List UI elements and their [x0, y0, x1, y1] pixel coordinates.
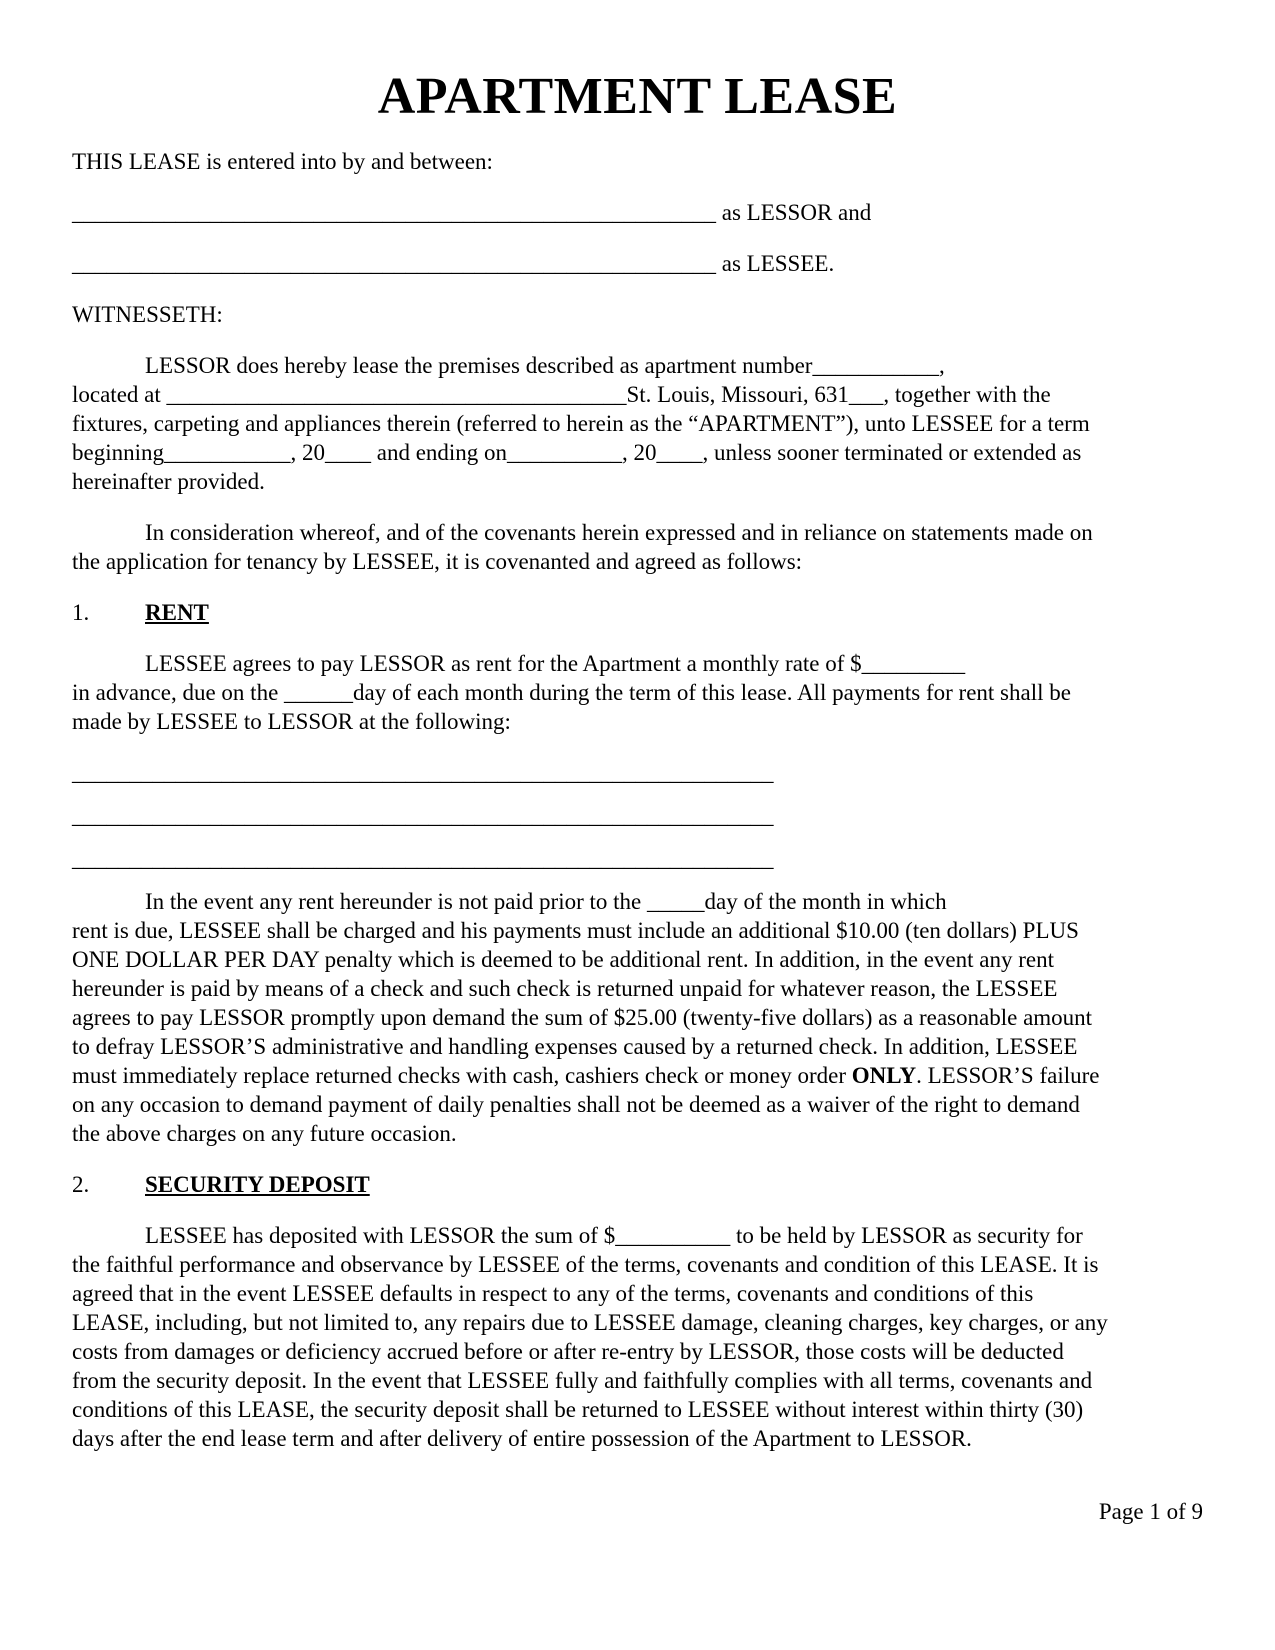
- text-line: from the security deposit. In the event that LESSEE fully and faithfully complies with all terms, covenants and: [72, 1368, 1093, 1393]
- late-fees-paragraph: [72, 887, 1203, 1148]
- lessee-label: as LESSEE.: [716, 251, 835, 276]
- document-title: APARTMENT LEASE: [377, 68, 898, 125]
- witnesseth-heading: WITNESSETH:: [72, 302, 223, 327]
- text-line: days after the end lease term and after delivery of entire possession of the Apartment to LESSOR.: [72, 1426, 972, 1451]
- lessor-name-blank: ________________________________________________________: [72, 200, 716, 225]
- text-line: on any occasion to demand payment of daily penalties shall not be deemed as a waiver of the right to demand: [72, 1092, 1080, 1117]
- text-line: fixtures, carpeting and appliances therein (referred to herein as the “APARTMENT”), unto LESSEE for a term: [72, 411, 1090, 436]
- text-line: [72, 1061, 1203, 1090]
- intro-opening-line: THIS LEASE is entered into by and between:: [72, 149, 493, 174]
- text-run: must immediately replace returned checks with cash, cashiers check or money order: [72, 1063, 852, 1088]
- page-number: Page 1 of 9: [1098, 1499, 1203, 1524]
- text-line: In the event any rent hereunder is not paid prior to the _____day of the month in which: [145, 889, 947, 914]
- text-line: rent is due, LESSEE shall be charged and his payments must include an additional $10.00 (ten dollars) PLUS: [72, 918, 1079, 943]
- text-line: LEASE, including, but not limited to, any repairs due to LESSEE damage, cleaning charges, key charges, or any: [72, 1310, 1108, 1335]
- text-line: agreed that in the event LESSEE defaults in respect to any of the terms, covenants and conditions of this: [72, 1281, 1034, 1306]
- text-line: LESSOR does hereby lease the premises described as apartment number___________,: [145, 353, 945, 378]
- text-line: to defray LESSOR’S administrative and handling expenses caused by a returned check. In addition, LESSEE: [72, 1034, 1078, 1059]
- section-heading-security-deposit: [72, 1170, 1203, 1199]
- text-line: hereinafter provided.: [72, 469, 265, 494]
- payment-address-blank-3: _____________________________________________________________: [72, 846, 774, 871]
- text-run: . LESSOR’S failure: [916, 1063, 1100, 1088]
- lessor-party-line: [72, 198, 1203, 227]
- text-line: the application for tenancy by LESSEE, it is covenanted and agreed as follows:: [72, 549, 803, 574]
- section-number-security-deposit: 2.: [72, 1172, 90, 1197]
- text-line: In consideration whereof, and of the covenants herein expressed and in reliance on statements made on: [145, 520, 1093, 545]
- section-title-rent: RENT: [145, 600, 209, 625]
- security-deposit-paragraph: [72, 1221, 1203, 1453]
- rent-terms-paragraph: [72, 649, 1203, 736]
- text-line: conditions of this LEASE, the security deposit shall be returned to LESSEE without interest within thirty (30): [72, 1397, 1084, 1422]
- section-number-rent: 1.: [72, 600, 90, 625]
- text-line: LESSEE has deposited with LESSOR the sum of $__________ to be held by LESSOR as security for: [145, 1223, 1083, 1248]
- text-line: agrees to pay LESSOR promptly upon demand the sum of $25.00 (twenty-five dollars) as a reasonable amount: [72, 1005, 1093, 1030]
- lessee-party-line: [72, 249, 1203, 278]
- text-line: in advance, due on the ______day of each month during the term of this lease. All payments for rent shall be: [72, 680, 1071, 705]
- text-line: LESSEE agrees to pay LESSOR as rent for the Apartment a monthly rate of $_________: [145, 651, 966, 676]
- section-title-security-deposit: SECURITY DEPOSIT: [145, 1172, 370, 1197]
- text-line: beginning___________, 20____ and ending on__________, 20____, unless sooner terminated or extended as: [72, 440, 1082, 465]
- payment-address-blank-1: _____________________________________________________________: [72, 760, 774, 785]
- text-line: made by LESSEE to LESSOR at the following:: [72, 709, 511, 734]
- text-line: the above charges on any future occasion.: [72, 1121, 457, 1146]
- lessee-name-blank: ________________________________________________________: [72, 251, 716, 276]
- section-heading-rent: [72, 598, 1203, 627]
- payment-address-blank-2: _____________________________________________________________: [72, 803, 774, 828]
- text-line: hereunder is paid by means of a check and such check is returned unpaid for whatever reason, the LESSEE: [72, 976, 1058, 1001]
- premises-paragraph: [72, 351, 1203, 496]
- lessor-label: as LESSOR and: [716, 200, 872, 225]
- text-line: the faithful performance and observance by LESSEE of the terms, covenants and condition of this LEASE. It is: [72, 1252, 1099, 1277]
- text-line: ONE DOLLAR PER DAY penalty which is deemed to be additional rent. In addition, in the event any rent: [72, 947, 1054, 972]
- text-line: costs from damages or deficiency accrued before or after re-entry by LESSOR, those costs will be deducted: [72, 1339, 1064, 1364]
- text-line: located at ________________________________________St. Louis, Missouri, 631___, together with the: [72, 382, 1051, 407]
- bold-text-run: ONLY: [851, 1063, 917, 1088]
- consideration-paragraph: [72, 518, 1203, 576]
